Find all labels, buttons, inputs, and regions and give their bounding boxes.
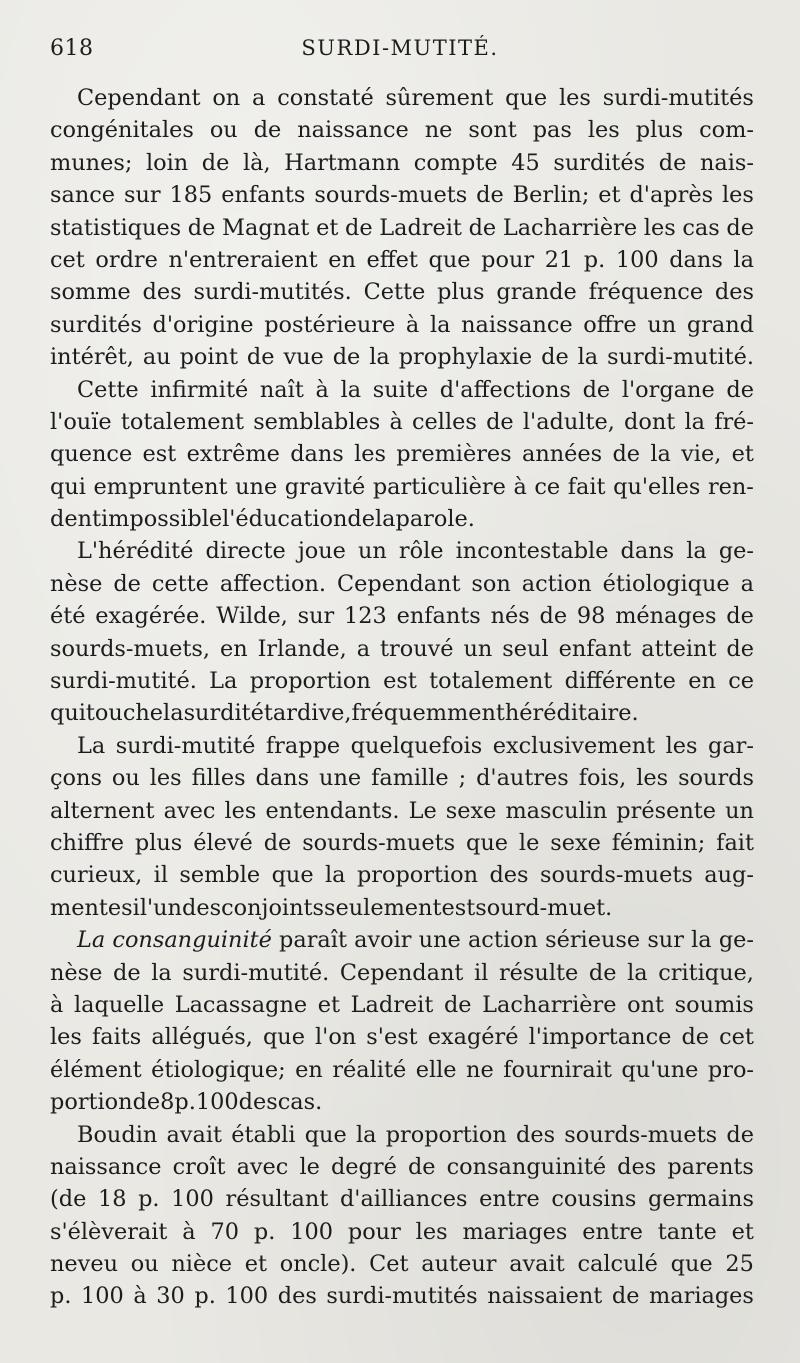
page-number: 618 <box>50 36 94 61</box>
text-line: nèse de la surdi-mutité. Cependant il résulte de la critique, <box>50 959 754 986</box>
text-line: surdités d'origine postérieure à la naissance offre un grand <box>50 311 754 338</box>
text-line: Cette infirmité naît à la suite d'affections de l'organe de <box>77 376 754 403</box>
page-header <box>50 36 750 70</box>
text-line: statistiques de Magnat et de Ladreit de Lacharrière les cas de <box>50 214 754 241</box>
text-line: somme des surdi-mutités. Cette plus grande fréquence des <box>50 279 754 306</box>
running-title: SURDI-MUTITÉ. <box>301 36 499 60</box>
text-line: (de 18 p. 100 résultant d'ailliances entre cousins germains <box>50 1186 754 1213</box>
text-line: été exagérée. Wilde, sur 123 enfants nés de 98 ménages de <box>50 603 754 630</box>
text-line: L'hérédité directe joue un rôle incontestable dans la ge- <box>77 538 754 565</box>
text-line: sourds-muets, en Irlande, a trouvé un seul enfant atteint de <box>50 635 754 662</box>
text-line: çons ou les filles dans une famille ; d'autres fois, les sourds <box>50 765 754 792</box>
text-line: les faits allégués, que l'on s'est exagéré l'importance de cet <box>50 1024 754 1051</box>
text-line: naissance croît avec le degré de consanguinité des parents <box>50 1153 754 1180</box>
text-line: dent impossible l'éducation de la parole. <box>50 506 475 533</box>
body-text <box>50 82 754 1313</box>
text-line: élément étiologique; en réalité elle ne fournirait qu'une pro- <box>50 1056 754 1083</box>
text-line: quence est extrême dans les premières années de la vie, et <box>50 441 754 468</box>
text-line: s'élèverait à 70 p. 100 pour les mariages entre tante et <box>50 1218 754 1245</box>
text-line: p. 100 à 30 p. 100 des surdi-mutités naissaient de mariages <box>50 1283 754 1310</box>
text-line: Cependant on a constaté sûrement que les surdi-mutités <box>77 85 754 111</box>
text-line: qui touche la surdité tardive, fréquemment héréditaire. <box>50 700 639 727</box>
text-line: l'ouïe totalement semblables à celles de l'adulte, dont la fré- <box>50 408 754 435</box>
text-line: La consanguinité paraît avoir une action sérieuse sur la ge- <box>77 927 754 954</box>
text-line: mente si l'un des conjoints seulement est sourd-muet. <box>50 894 613 921</box>
text-line: intérêt, au point de vue de la prophylaxie de la surdi-mutité. <box>50 344 754 371</box>
text-line: La surdi-mutité frappe quelquefois exclusivement les gar- <box>77 732 754 759</box>
text-line: nèse de cette affection. Cependant son action étiologique a <box>50 570 754 597</box>
text-line: portion de 8 p. 100 des cas. <box>50 1089 323 1116</box>
text-line: cet ordre n'entreraient en effet que pour 21 p. 100 dans la <box>50 246 754 273</box>
text-line: qui empruntent une gravité particulière à ce fait qu'elles ren- <box>50 473 754 500</box>
text-line: munes; loin de là, Hartmann compte 45 surdités de nais- <box>50 149 754 176</box>
text-line: alternent avec les entendants. Le sexe masculin présente un <box>50 797 754 824</box>
text-line: congénitales ou de naissance ne sont pas les plus com- <box>50 117 754 144</box>
text-line: surdi-mutité. La proportion est totalement différente en ce <box>50 668 754 695</box>
text-line: curieux, il semble que la proportion des sourds-muets aug- <box>50 862 754 889</box>
text-line: sance sur 185 enfants sourds-muets de Berlin; et d'après les <box>50 182 754 209</box>
text-line: neveu ou nièce et oncle). Cet auteur avait calculé que 25 <box>50 1251 754 1278</box>
text-line: chiffre plus élevé de sourds-muets que le sexe féminin; fait <box>50 829 754 856</box>
text-line: à laquelle Lacassagne et Ladreit de Lacharrière ont soumis <box>50 991 754 1018</box>
text-line: Boudin avait établi que la proportion des sourds-muets de <box>77 1121 754 1148</box>
